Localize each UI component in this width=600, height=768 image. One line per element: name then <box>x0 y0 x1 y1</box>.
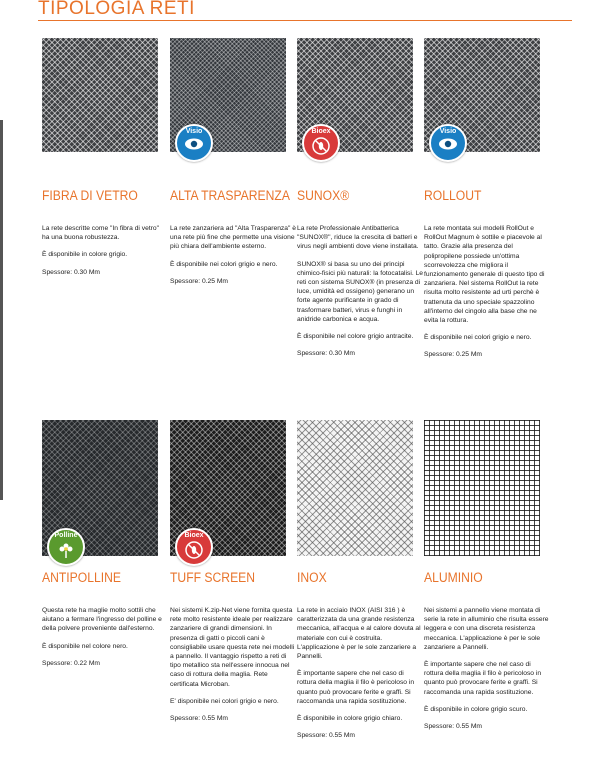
card-paragraph: È disponibile nei colori grigio e nero. <box>424 334 532 342</box>
card-title: ROLLOUT <box>424 188 482 203</box>
card-paragraph: Questa rete ha maglie molto sottili che aiutano a fermare l'ingresso del polline e della polvere proveniente dall'esterno. <box>42 607 162 633</box>
badge-label: Bioex <box>311 128 331 135</box>
card-description <box>42 606 168 676</box>
card-paragraph: È importante sapere che nel caso di rottura della maglia il filo è pericoloso in quanto può provocare ferite e graffi. Si raccomanda una rapida sostituzione. <box>424 661 542 696</box>
eye-icon <box>438 137 458 151</box>
card-description <box>297 606 423 748</box>
card-title: ANTIPOLLINE <box>42 570 122 585</box>
card-description <box>170 224 296 294</box>
mesh-swatch-image <box>170 38 286 152</box>
polline-badge <box>47 528 85 566</box>
bioex-badge <box>175 528 213 566</box>
card-paragraph: È disponibile nei colori grigio e nero. <box>170 260 278 268</box>
card-title: FIBRA DI VETRO <box>42 188 138 203</box>
mesh-swatch-image <box>42 420 158 556</box>
badge-label: Bioex <box>184 532 204 539</box>
mesh-swatch-image <box>424 38 540 152</box>
card-paragraph: SUNOX® si basa su uno dei principi chimico-fisici più naturali: la fotocatalisi. Le reti con sistema SUNOX® (in presenza di luce, umidità ed ossigeno) generano un forte agente purificante in grado di trasformare batteri, virus e funghi in anidride carbonica e acqua. <box>297 260 424 323</box>
mesh-swatch-image <box>424 420 540 556</box>
card-paragraph: Nei sistemi a pannello viene montata di serie la rete in alluminio che risulta essere leggera e con una discreta resistenza meccanica. L'applicazione è per le sole zanzariere a Pannelli. <box>424 607 549 651</box>
card-thickness: Spessore: 0.55 Mm <box>170 715 228 723</box>
card-paragraph: È importante sapere che nel caso di rottura della maglia il filo è pericoloso in quanto può provocare ferite e graffi. Si raccomanda una rapida sostituzione. <box>297 670 415 705</box>
card-thickness: Spessore: 0.30 Mm <box>297 350 355 358</box>
mesh-swatch-image <box>297 38 413 152</box>
title-divider <box>38 20 572 21</box>
card-paragraph: È disponibile in colore grigio chiaro. <box>297 715 403 723</box>
card-description <box>170 606 296 731</box>
card-thickness: Spessore: 0.25 Mm <box>424 351 482 359</box>
card-title: SUNOX® <box>297 188 350 203</box>
card-paragraph: È disponibile in colore grigio. <box>42 251 128 259</box>
card-paragraph: La rete montata sui modelli RollOut e RollOut Magnum è sottile e piacevole al tatto. Grazie alla presenza del polipropilene possiede un'ottima scorrevolezza che migliora il funzionamento generale di questo tipo di zanzariera. Nel sistema RollOut la rete risulta molto resistente ad urti perchè è trattenuta da uno speciale spazzolino all'interno del cingolo alla base che ne evita la rottura. <box>424 225 545 325</box>
card-title: ALUMINIO <box>424 570 483 585</box>
page-edge-bar <box>0 120 3 500</box>
card-paragraph: E' disponibile nei colori grigio e nero. <box>170 697 279 705</box>
card-paragraph: È disponibile in colore grigio scuro. <box>424 705 528 713</box>
card-title: INOX <box>297 570 327 585</box>
card-paragraph: La rete descritte come "In fibra di vetro" ha una buona robustezza. <box>42 225 160 242</box>
mesh-swatch-image <box>42 38 158 152</box>
card-thickness: Spessore: 0.55 Mm <box>297 732 355 740</box>
page-title: TIPOLOGIA RETI <box>38 0 195 19</box>
card-title: TUFF SCREEN <box>170 570 256 585</box>
card-paragraph: La rete zanzariera ad "Alta Trasparenza" è una rete più fine che permette una visione più chiara dell'ambiente esterno. <box>170 225 296 251</box>
no-insect-icon <box>184 541 204 559</box>
card-paragraph: È disponibile nel colore grigio antracite. <box>297 333 414 341</box>
mesh-swatch-image <box>170 420 286 556</box>
card-paragraph: La rete in acciaio INOX (AISI 316 ) è caratterizzata da una grande resistenza meccanica, all'acqua e al calore dovuta al materiale con cui è costruita. L'applicazione è per le sole zanzariere a Pannelli. <box>297 607 421 661</box>
card-description <box>297 224 423 366</box>
card-paragraph: È disponibile nel colore nero. <box>42 642 128 650</box>
card-description <box>424 606 550 739</box>
card-description <box>42 224 168 285</box>
no-insect-icon <box>311 137 331 155</box>
bioex-badge <box>302 124 340 162</box>
visio-badge <box>429 124 467 162</box>
card-thickness: Spessore: 0.30 Mm <box>42 268 100 276</box>
badge-label: Visio <box>185 128 203 135</box>
card-paragraph: Nei sistemi K.zip-Net viene fornita questa rete molto resistente ideale per realizzare zanzariere di grandi dimensioni. In presenza di gatti o piccoli cani è consigliabile usare questa rete nei modelli a pannello. Il vantaggio rispetto a reti di tipo metallico sta nell'essere innocua nel caso di rottura della maglia. Rete certificata Microban. <box>170 607 295 688</box>
card-description <box>424 224 550 368</box>
badge-label: Polline <box>54 532 78 539</box>
card-title: ALTA TRASPARENZA <box>170 188 290 203</box>
flower-icon <box>56 541 76 559</box>
card-thickness: Spessore: 0.55 Mm <box>424 723 482 731</box>
card-thickness: Spessore: 0.22 Mm <box>42 659 100 667</box>
mesh-swatch-image <box>297 420 413 556</box>
card-paragraph: La rete Professionale Antibatterica "SUNOX®", riduce la crescita di batteri e virus negli ambienti dove viene installata. <box>297 225 419 251</box>
card-thickness: Spessore: 0.25 Mm <box>170 277 228 285</box>
visio-badge <box>175 124 213 162</box>
eye-icon <box>184 137 204 151</box>
badge-label: Visio <box>439 128 457 135</box>
